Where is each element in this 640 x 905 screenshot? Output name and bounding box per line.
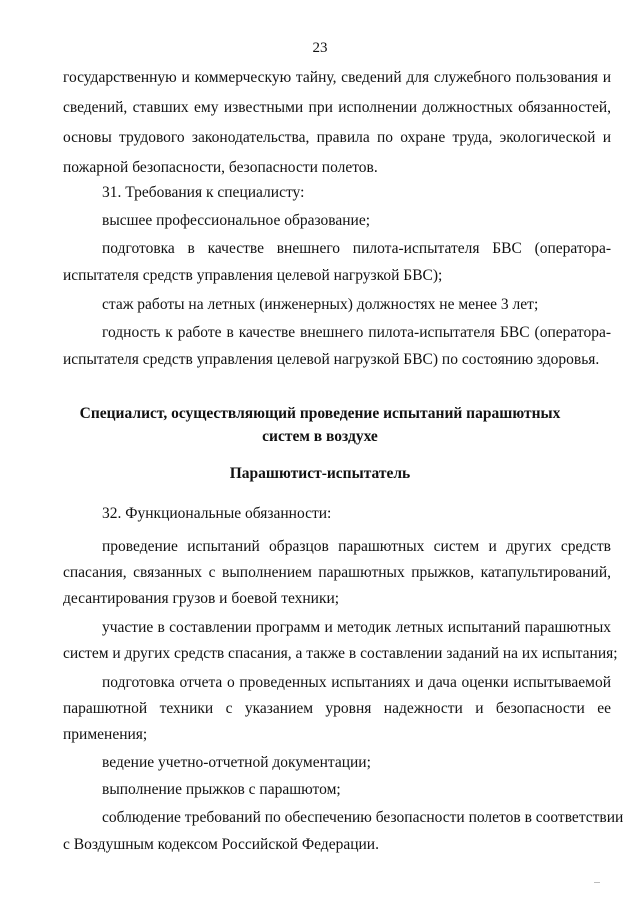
clause-31-title: 31. Требования к специалисту: (102, 184, 305, 201)
body-line: пожарной безопасности, безопасности полетов. (63, 159, 378, 176)
duty-item-cont: применения; (63, 726, 148, 743)
body-line: основы трудового законодательства, правила по охране труда, экологической и (63, 129, 611, 146)
scan-mark (594, 882, 600, 883)
body-line: сведений, ставших ему известными при исполнении должностных обязанностей, (63, 99, 611, 116)
requirement-training-cont: испытателя средств управления целевой нагрузкой БВС); (63, 267, 443, 284)
duty-item: участие в составлении программ и методик летных испытаний парашютных (102, 619, 611, 636)
requirement-education: высшее профессиональное образование; (102, 212, 371, 229)
body-line: государственную и коммерческую тайну, сведений для служебного пользования и (63, 69, 611, 86)
section-heading: Специалист, осуществляющий проведение испытаний парашютных (79, 405, 561, 422)
requirement-fitness: годность к работе в качестве внешнего пилота-испытателя БВС (оператора- (102, 324, 611, 341)
page-number: 23 (312, 40, 328, 56)
requirement-training: подготовка в качестве внешнего пилота-испытателя БВС (оператора- (102, 240, 611, 257)
duty-item-cont: парашютной техники с указанием уровня надежности и безопасности ее (63, 700, 611, 717)
section-heading-cont: систем в воздухе (262, 428, 378, 445)
duty-item-cont: систем и других средств спасания, а также в составлении заданий на их испытания; (63, 645, 618, 662)
duty-item: подготовка отчета о проведенных испытаниях и дача оценки испытываемой (102, 674, 611, 691)
requirement-fitness-cont: испытателя средств управления целевой нагрузкой БВС) по состоянию здоровья. (63, 351, 600, 368)
duty-item: выполнение прыжков с парашютом; (102, 781, 341, 798)
duty-item-cont: спасания, связанных с выполнением парашютных прыжков, катапультирований, (63, 564, 611, 581)
duty-item-cont: десантирования грузов и боевой техники; (63, 590, 340, 607)
clause-32-title: 32. Функциональные обязанности: (102, 505, 332, 522)
position-title: Парашютист-испытатель (229, 465, 411, 482)
duty-item-cont: с Воздушным кодексом Российской Федерации. (63, 836, 379, 853)
duty-item: ведение учетно-отчетной документации; (102, 754, 371, 771)
requirement-experience: стаж работы на летных (инженерных) должностях не менее 3 лет; (102, 296, 539, 313)
duty-item: соблюдение требований по обеспечению безопасности полетов в соответствии (102, 809, 624, 826)
duty-item: проведение испытаний образцов парашютных систем и других средств (102, 538, 611, 555)
